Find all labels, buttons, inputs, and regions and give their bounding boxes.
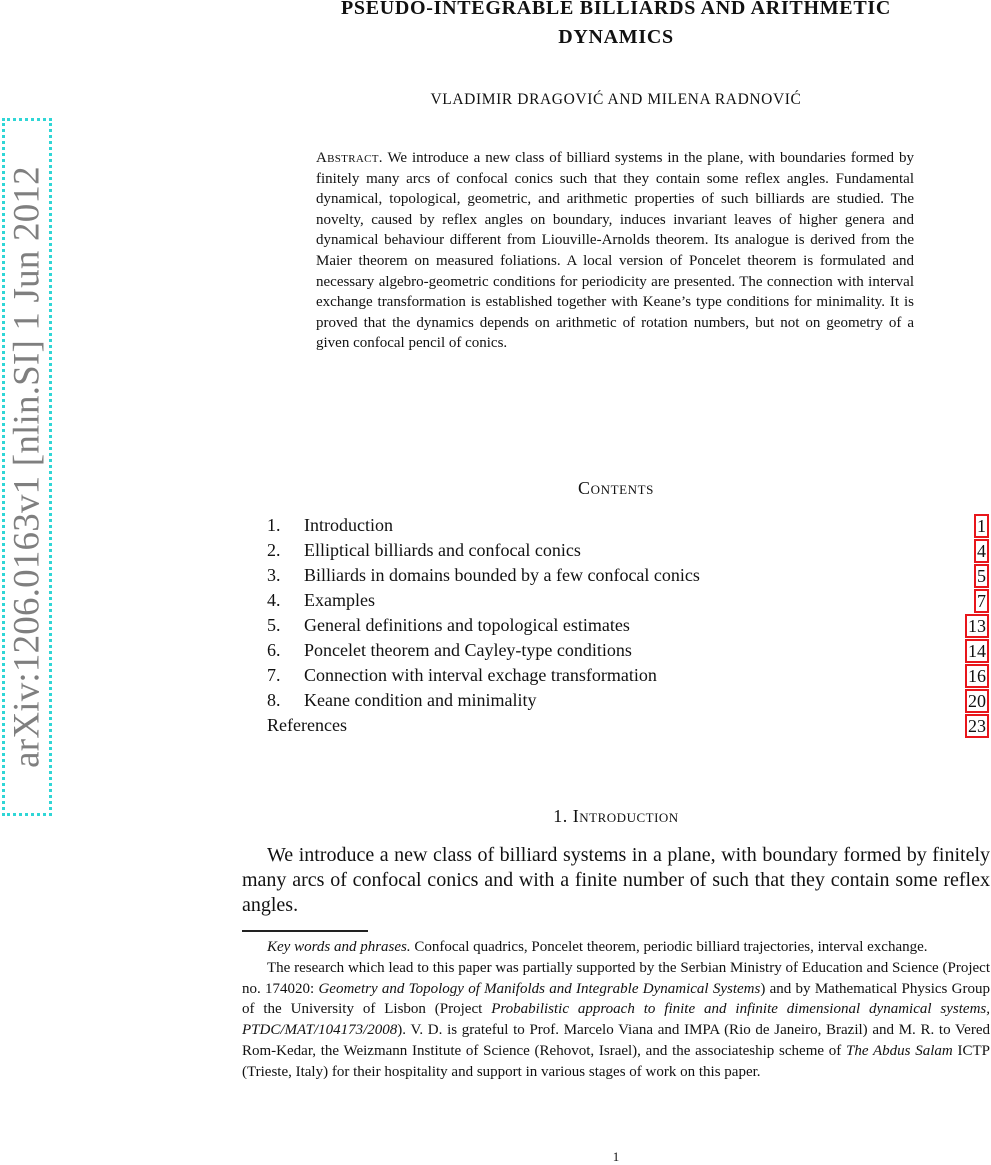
toc-entry-title: References xyxy=(267,715,347,735)
toc-entry-title: General definitions and topological estimates xyxy=(304,615,630,635)
section-heading xyxy=(242,806,990,827)
paper-title-line-2: DYNAMICS xyxy=(558,26,674,48)
support-text: ). V. D. is grateful to Prof. Marcelo Viana and IMPA (Rio de Janeiro, Brazil) and M. R. to Vered Rom-Kedar, the Weizmann Institute of Science (Rehovot, Israel), and the associateship scheme of xyxy=(242,1022,990,1059)
toc-entry[interactable] xyxy=(267,513,989,538)
toc-entry-title: Billiards in domains bounded by a few confocal conics xyxy=(304,565,700,585)
institution-name: The Abdus Salam xyxy=(846,1042,953,1059)
arxiv-identifier-stamp[interactable] xyxy=(2,118,52,816)
toc-page-link[interactable]: 4 xyxy=(974,539,989,563)
toc-page-link[interactable]: 14 xyxy=(965,639,989,663)
toc-entry-title: Poncelet theorem and Cayley-type conditions xyxy=(304,640,632,660)
toc-entry-number: 5. xyxy=(267,615,281,635)
toc-page-link[interactable]: 7 xyxy=(974,589,989,613)
toc-entry-number: 8. xyxy=(267,690,281,710)
intro-paragraph: We introduce a new class of billiard systems in a plane, with boundary formed by finitely many arcs of confocal conics and with a finite number of such that they contain some reflex angles. xyxy=(242,844,990,916)
keywords-text: Confocal quadrics, Poncelet theorem, periodic billiard trajectories, interval exchange. xyxy=(414,939,928,955)
toc-entry[interactable] xyxy=(267,538,989,563)
support-text: The research which lead to this paper was partially supported by the Serbian Ministry of Education and Science (Project no. 174020: xyxy=(242,959,990,997)
toc-entry-title: Keane condition and minimality xyxy=(304,690,537,710)
abstract-text: We introduce a new class of billiard systems in the plane, with boundaries formed by finitely many arcs of confocal conics such that they contain some reflex angles. Fundamental dynamical, topological, geometric, and arithmetic properties of such billiards are studied. The novelty, caused by reflex angles on boundary, induces invariant leaves of higher genera and dynamical behaviour different from Liouville-Arnolds theorem. Its analogue is derived from the Maier theorem on measured foliations. A local version of Poncelet theorem is formulated and necessary algebro-geometric conditions for periodicity are presented. The connection with interval exchange transformation is established together with Keane’s type conditions for minimality. It is proved that the dynamics depends on arithmetic of rotation numbers, but not on geometry of a given confocal pencil of conics. xyxy=(316,150,914,352)
paper-title-line-1: PSEUDO-INTEGRABLE BILLIARDS AND ARITHMETIC xyxy=(340,0,892,19)
keywords-label: Key words and phrases. xyxy=(267,939,411,955)
abstract xyxy=(316,148,914,354)
keywords-footnote xyxy=(242,937,990,958)
abstract-label: Abstract. xyxy=(316,150,383,166)
toc-entry-title: Elliptical billiards and confocal conics xyxy=(304,540,581,560)
toc-entry-number: 4. xyxy=(267,590,281,610)
toc-entry[interactable] xyxy=(267,638,989,663)
contents-heading: Contents xyxy=(577,478,655,498)
toc-page-link[interactable]: 20 xyxy=(965,689,989,713)
toc-entry[interactable] xyxy=(267,663,989,688)
toc-entry-number: 7. xyxy=(267,665,281,685)
section-title: Introduction xyxy=(572,806,679,826)
footnote-rule xyxy=(242,930,368,932)
support-footnote xyxy=(242,958,990,1083)
toc-entry[interactable] xyxy=(267,688,989,713)
toc-entry-references[interactable] xyxy=(267,713,989,738)
footnotes xyxy=(242,937,990,1083)
paper-authors: VLADIMIR DRAGOVIĆ AND MILENA RADNOVIĆ xyxy=(430,91,802,108)
toc-entry[interactable] xyxy=(267,613,989,638)
table-of-contents xyxy=(267,513,989,738)
support-text: ) and by Mathematical Physics Group of the University of Lisbon (Project xyxy=(242,980,990,1018)
toc-entry[interactable] xyxy=(267,563,989,588)
toc-entry-number: 2. xyxy=(267,540,281,560)
toc-page-link[interactable]: 1 xyxy=(974,514,989,538)
project-title: Geometry and Topology of Manifolds and Integrable Dynamical Systems xyxy=(318,980,761,997)
toc-page-link[interactable]: 5 xyxy=(974,564,989,588)
toc-entry[interactable] xyxy=(267,588,989,613)
toc-entry-number: 3. xyxy=(267,565,281,585)
project-title: Probabilistic approach to finite and infinite dimensional dynamical systems, PTDC/MAT/104173/2008 xyxy=(242,1001,990,1039)
toc-entry-number: 6. xyxy=(267,640,281,660)
arxiv-identifier-text: arXiv:1206.0163v1 [nlin.SI] 1 Jun 2012 xyxy=(6,166,48,768)
section-number: 1. xyxy=(553,806,568,826)
toc-page-link[interactable]: 13 xyxy=(965,614,989,638)
page-number: 1 xyxy=(612,1149,620,1164)
toc-page-link[interactable]: 23 xyxy=(965,714,989,738)
paper-title xyxy=(242,0,990,52)
toc-page-link[interactable]: 16 xyxy=(965,664,989,688)
toc-entry-title: Connection with interval exchage transformation xyxy=(304,665,657,685)
toc-entry-title: Examples xyxy=(304,590,375,610)
toc-entry-title: Introduction xyxy=(304,515,393,535)
toc-entry-number: 1. xyxy=(267,515,281,535)
support-text: ICTP (Trieste, Italy) for their hospitality and support in various stages of work on this paper. xyxy=(242,1042,991,1080)
